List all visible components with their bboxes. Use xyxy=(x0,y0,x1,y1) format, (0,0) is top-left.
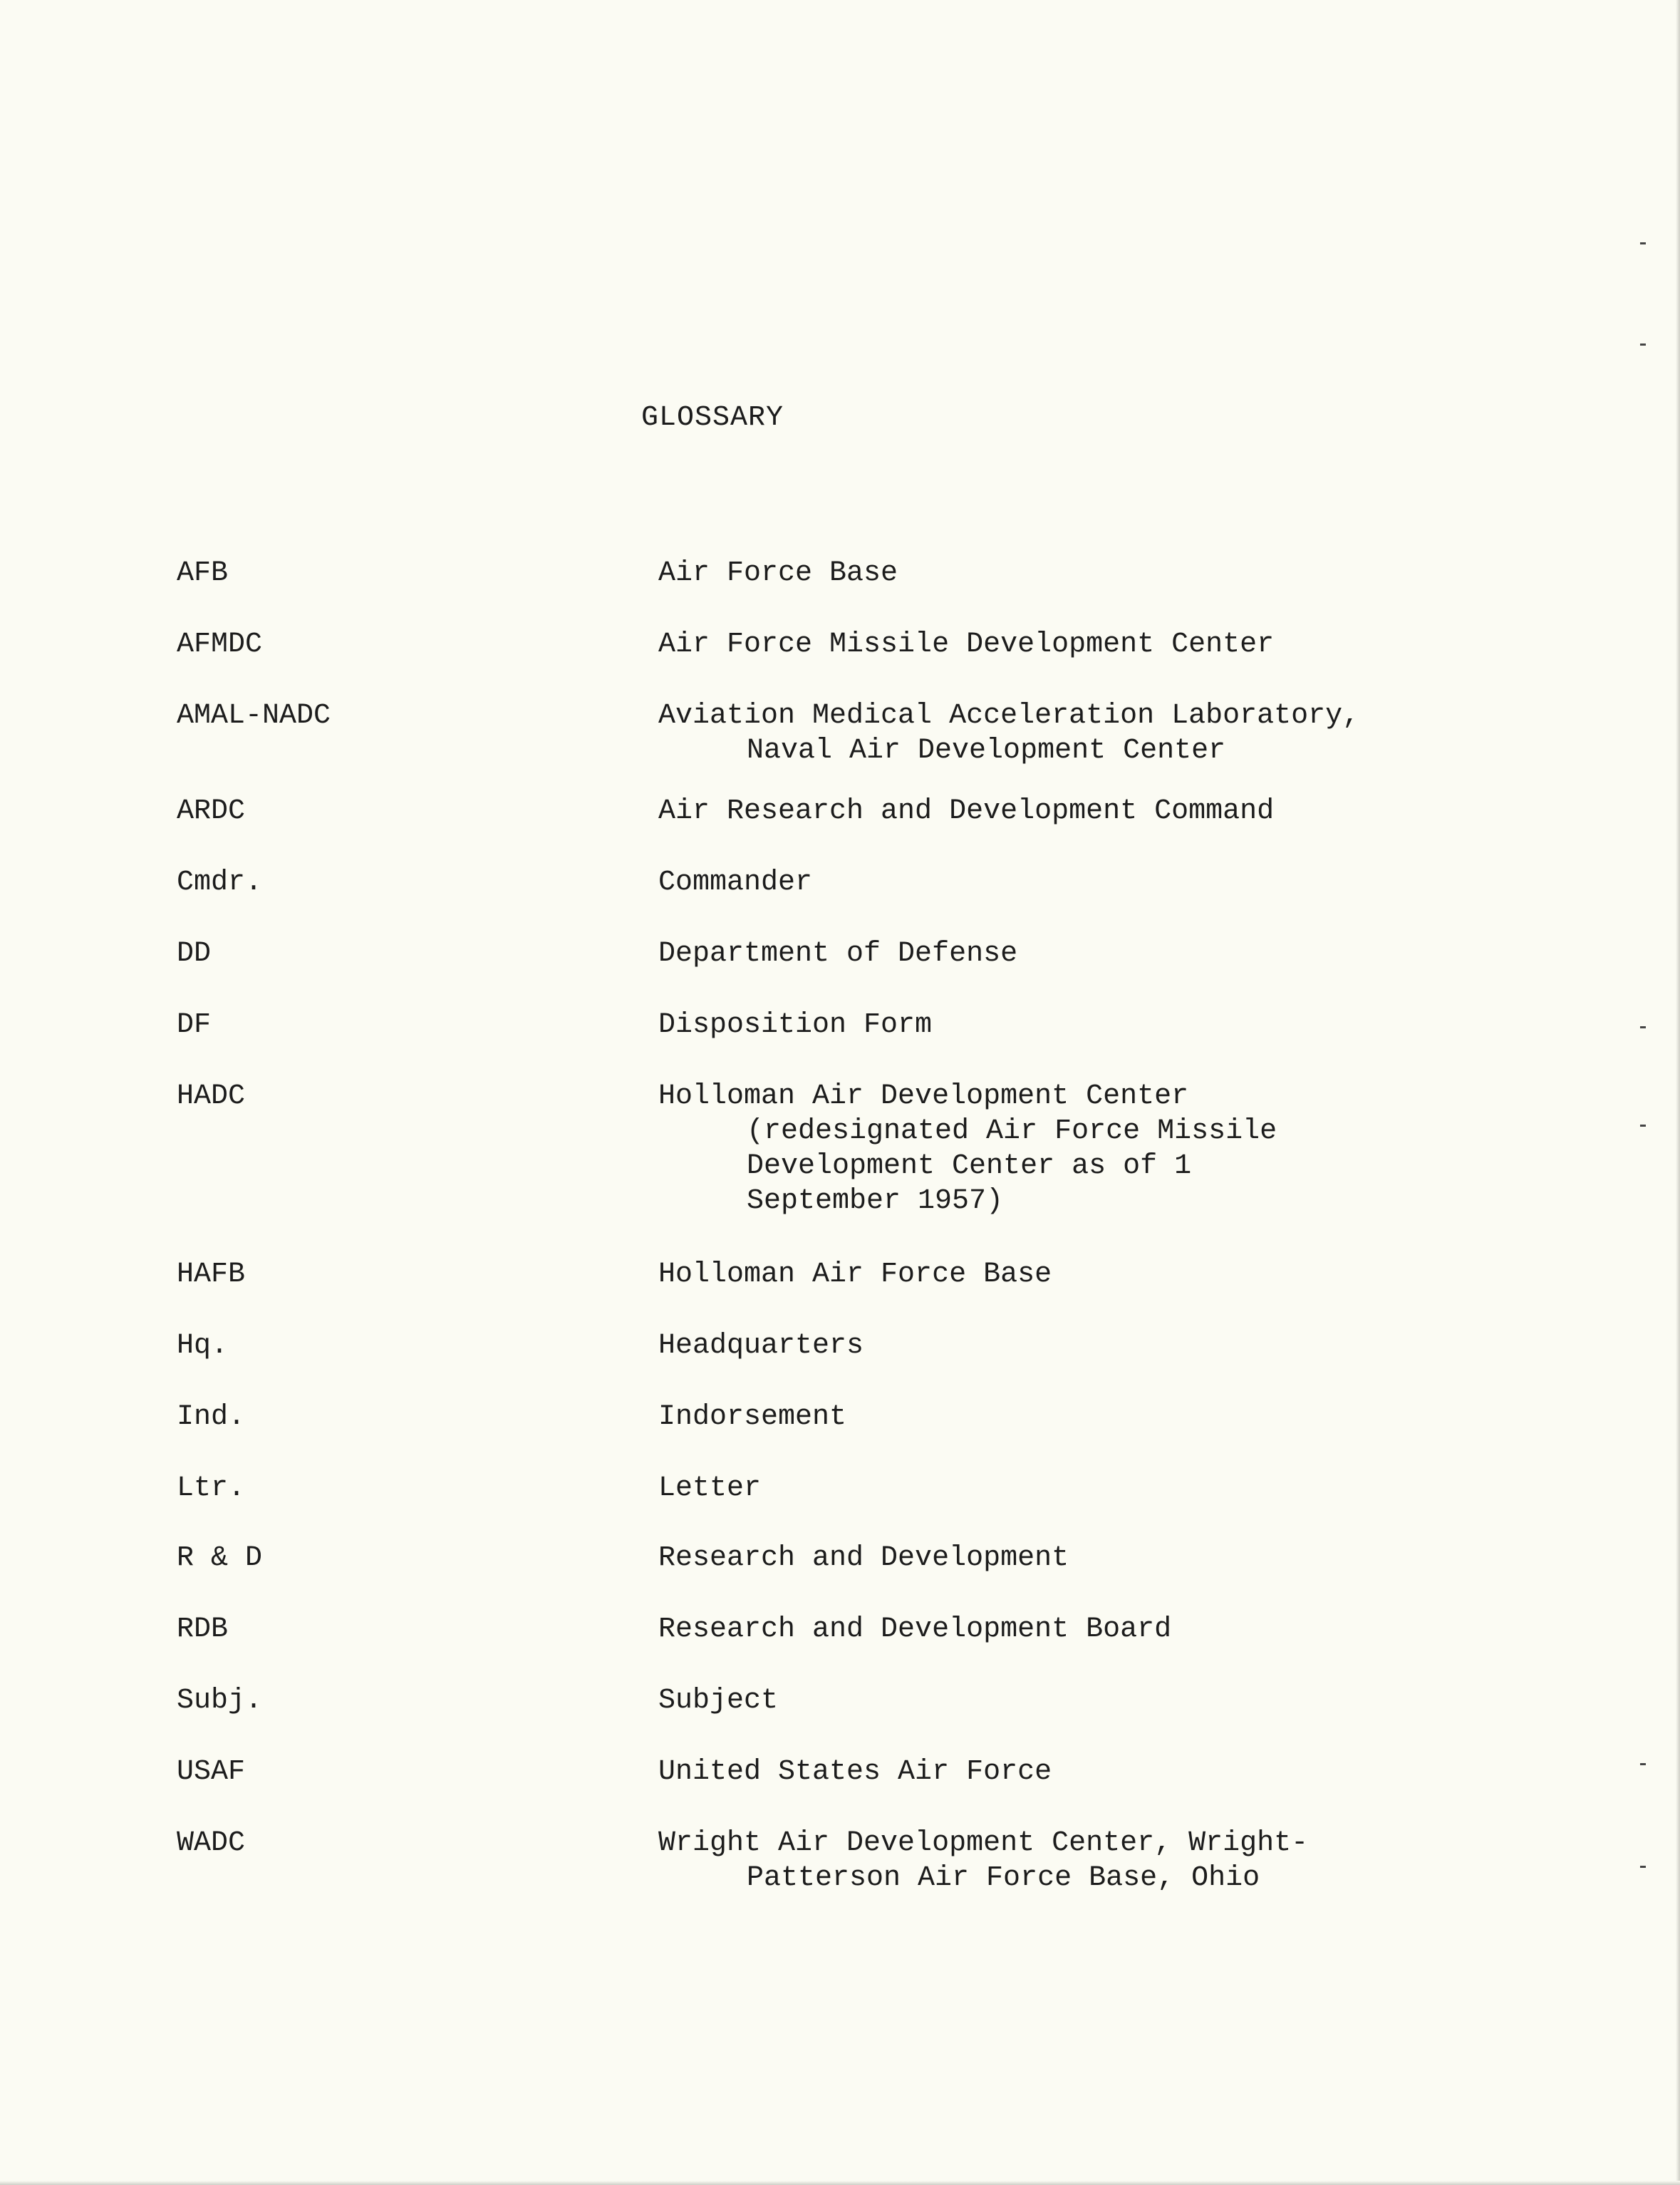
glossary-abbreviation: R & D xyxy=(177,1542,263,1574)
page-title: GLOSSARY xyxy=(641,402,784,434)
definition-line: Disposition Form xyxy=(658,1009,933,1041)
glossary-definition xyxy=(658,1008,932,1043)
margin-mark xyxy=(1640,1026,1646,1028)
definition-line: Headquarters xyxy=(658,1330,864,1362)
definition-line: (redesignated Air Force Missile xyxy=(747,1115,1277,1147)
glossary-abbreviation: USAF xyxy=(177,1756,246,1788)
glossary-abbreviation: DF xyxy=(177,1009,212,1041)
definition-line: Naval Air Development Center xyxy=(747,735,1226,767)
glossary-definition xyxy=(658,1328,864,1363)
glossary-abbreviation: Ind. xyxy=(177,1401,246,1433)
definition-line: Commander xyxy=(658,867,813,899)
definition-line: Indorsement xyxy=(658,1401,847,1433)
definition-line: Holloman Air Development Center xyxy=(658,1080,1189,1112)
glossary-definition xyxy=(658,1826,1308,1896)
glossary-definition xyxy=(658,1541,1069,1576)
glossary-abbreviation: DD xyxy=(177,938,212,970)
glossary-definition xyxy=(658,1471,761,1506)
glossary-abbreviation: Subj. xyxy=(177,1685,263,1717)
definition-line: Wright Air Development Center, Wright- xyxy=(658,1827,1309,1859)
glossary-abbreviation: HADC xyxy=(177,1080,246,1112)
glossary-definition xyxy=(658,1079,1277,1219)
definition-line: Patterson Air Force Base, Ohio xyxy=(747,1862,1260,1894)
page-edge-right xyxy=(1676,0,1680,2185)
definition-line: September 1957) xyxy=(747,1185,1004,1217)
page-edge-bottom xyxy=(0,2181,1680,2185)
margin-mark xyxy=(1640,343,1646,346)
glossary-abbreviation: Ltr. xyxy=(177,1472,246,1504)
glossary-abbreviation: AMAL-NADC xyxy=(177,700,331,732)
glossary-abbreviation: WADC xyxy=(177,1827,246,1859)
definition-line: United States Air Force xyxy=(658,1756,1052,1788)
glossary-definition xyxy=(658,936,1017,971)
glossary-abbreviation: Hq. xyxy=(177,1330,229,1362)
glossary-abbreviation: HAFB xyxy=(177,1259,246,1291)
glossary-abbreviation: AFB xyxy=(177,557,229,589)
margin-mark xyxy=(1640,242,1646,244)
definition-line: Department of Defense xyxy=(658,938,1018,970)
margin-mark xyxy=(1640,1125,1646,1127)
glossary-definition xyxy=(658,865,812,900)
definition-line: Development Center as of 1 xyxy=(747,1150,1192,1182)
glossary-definition xyxy=(658,794,1274,829)
definition-line: Air Force Base xyxy=(658,557,898,589)
glossary-definition xyxy=(658,1400,846,1435)
glossary-definition xyxy=(658,556,898,591)
definition-line: Aviation Medical Acceleration Laboratory, xyxy=(658,700,1360,732)
definition-line: Air Research and Development Command xyxy=(658,795,1275,827)
glossary-definition xyxy=(658,1683,778,1718)
margin-mark xyxy=(1640,1866,1646,1868)
glossary-abbreviation: Cmdr. xyxy=(177,867,263,899)
glossary-abbreviation: RDB xyxy=(177,1613,229,1646)
definition-line: Subject xyxy=(658,1685,779,1717)
definition-line: Letter xyxy=(658,1472,762,1504)
glossary-definition xyxy=(658,1257,1052,1292)
definition-line: Holloman Air Force Base xyxy=(658,1259,1052,1291)
glossary-definition xyxy=(658,698,1359,768)
glossary-definition xyxy=(658,1755,1052,1789)
definition-line: Research and Development Board xyxy=(658,1613,1172,1646)
glossary-definition xyxy=(658,1612,1171,1647)
glossary-abbreviation: AFMDC xyxy=(177,629,263,661)
definition-line: Research and Development xyxy=(658,1542,1069,1574)
definition-line: Air Force Missile Development Center xyxy=(658,629,1275,661)
glossary-abbreviation: ARDC xyxy=(177,795,246,827)
margin-mark xyxy=(1640,1763,1646,1765)
glossary-definition xyxy=(658,627,1274,662)
